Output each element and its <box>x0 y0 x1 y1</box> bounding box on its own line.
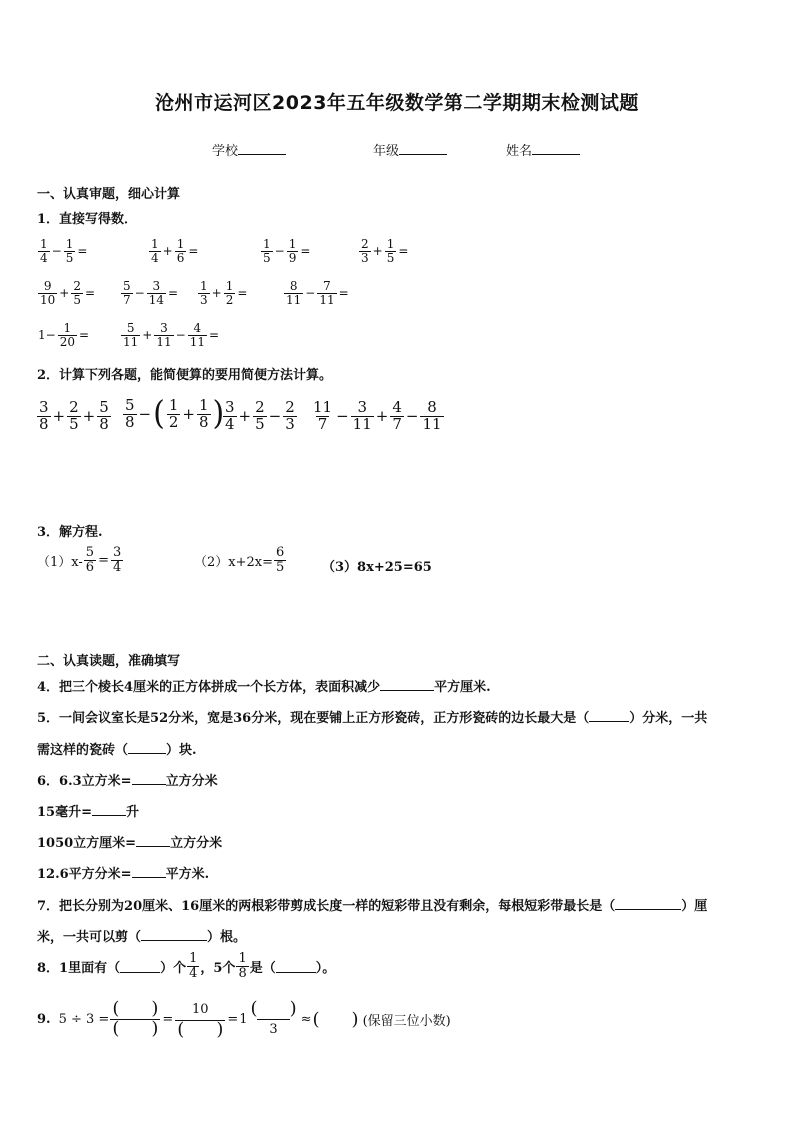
q9-blank-5[interactable] <box>320 1013 352 1027</box>
grade-blank[interactable] <box>399 142 447 155</box>
q3-eq-2: （2）x+2x= $\frac{6}{5}$ <box>194 545 285 575</box>
q8-fraction-1: $\frac{1}{4}$ <box>189 951 198 981</box>
q2-expr-1: $\frac{3}{8}$ + $\frac{2}{5}$ + $\frac{5}{8}$ <box>39 398 109 433</box>
q2-expr-4: $\frac{11}{7}$ − $\frac{3}{11}$ + $\frac{4}{7}$ − $\frac{8}{11}$ <box>313 398 442 433</box>
q2-expr-2: $\frac{5}{8}$ − ( $\frac{1}{2}$ + $\frac{1}{8}$ ) <box>125 394 225 433</box>
q9-blank-1[interactable] <box>119 1000 151 1014</box>
q6-b: 15毫升= 升 <box>37 805 139 820</box>
q8-fraction-2: $\frac{1}{8}$ <box>238 951 247 981</box>
q8: 8．1里面有（ ）个 $\frac{1}{4}$ ，5个 $\frac{1}{8}$ 是（ ）。 <box>37 951 336 981</box>
q6-blank-d[interactable] <box>132 865 166 878</box>
q3-eq-3: （3）8x+25=65 <box>322 560 432 575</box>
q6-d: 12.6平方分米= 平方米. <box>37 867 210 882</box>
page-title: 沧州市运河区2023年五年级数学第二学期期末检测试题 <box>155 92 639 114</box>
q9-frac-1: $\frac{( )}{( )}$ <box>112 998 159 1040</box>
q1-expr-3: $\frac{1}{5}$ − $\frac{1}{9}$ = <box>263 237 311 265</box>
q7-blank-1[interactable] <box>615 897 681 910</box>
q1-expr-8: $\frac{8}{11}$ − $\frac{7}{11}$ = <box>286 279 349 307</box>
q7-line1: 7．把长分别为20厘米、16厘米的两根彩带剪成长度一样的短彩带且没有剩余，每根短彩带最长是（ ）厘 <box>37 899 708 914</box>
q2-expr-3: $\frac{3}{4}$ + $\frac{2}{5}$ − $\frac{2}{3}$ <box>225 398 295 433</box>
q8-blank-2[interactable] <box>276 960 316 973</box>
q9-blank-4[interactable] <box>258 1000 290 1014</box>
q6-blank-b[interactable] <box>92 803 126 816</box>
q5-blank-2[interactable] <box>128 741 166 754</box>
q1-expr-10: $\frac{5}{11}$ + $\frac{3}{11}$ − $\frac{4}{11}$ = <box>123 321 220 349</box>
q9-blank-3[interactable] <box>184 1021 216 1035</box>
q4-blank[interactable] <box>380 678 434 691</box>
q4: 4．把三个棱长4厘米的正方体拼成一个长方体，表面积减少 平方厘米. <box>37 680 491 695</box>
q1-expr-2: $\frac{1}{4}$ + $\frac{1}{6}$ = <box>151 237 199 265</box>
q5-blank-1[interactable] <box>589 709 629 722</box>
q9: 9. 5 ÷ 3 = $\frac{( )}{( )}$ = $\frac{10}{( )}$ = 1 $\frac{( )}{3}$ ≈ ( ) (保留三位小数) <box>37 998 451 1040</box>
q1-expr-4: $\frac{2}{3}$ + $\frac{1}{5}$ = <box>361 237 409 265</box>
q1-expr-1: $\frac{1}{4}$ − $\frac{1}{5}$ = <box>40 237 88 265</box>
q6-c: 1050立方厘米= 立方分米 <box>37 836 223 851</box>
q2-text: 2．计算下列各题，能简便算的要用简便方法计算。 <box>37 368 333 383</box>
q1-expr-6: $\frac{5}{7}$ − $\frac{3}{14}$ = <box>123 279 179 307</box>
q6-blank-a[interactable] <box>132 772 166 785</box>
q7-blank-2[interactable] <box>141 928 207 941</box>
q9-blank-2[interactable] <box>119 1020 151 1034</box>
q1-expr-9: 1− $\frac{1}{20}$ = <box>38 321 90 349</box>
q1-text: 1．直接写得数． <box>37 212 138 227</box>
name-blank[interactable] <box>532 142 580 155</box>
q9-frac-2: $\frac{10}{( )}$ <box>177 1002 224 1040</box>
q8-blank-1[interactable] <box>120 960 160 973</box>
q3-text: 3．解方程. <box>37 525 103 540</box>
q6-blank-c[interactable] <box>136 834 170 847</box>
grade-field: 年级 <box>373 140 447 159</box>
school-field: 学校 <box>212 140 286 159</box>
q7-line2: 米，一共可以剪（ ）根。 <box>37 930 247 945</box>
section1-heading: 一、认真审题，细心计算 <box>37 187 181 202</box>
school-blank[interactable] <box>238 142 286 155</box>
q1-expr-5: $\frac{9}{10}$ + $\frac{2}{5}$ = <box>40 279 96 307</box>
q5-line1: 5．一间会议室长是52分米，宽是36分米，现在要铺上正方形瓷砖，正方形瓷砖的边长最大是（ ）分米，一共 <box>37 711 708 726</box>
q5-line2: 需这样的瓷砖（ ）块. <box>37 743 197 758</box>
q3-eq-1: （1）x- $\frac{5}{6}$ = $\frac{3}{4}$ <box>37 545 122 575</box>
section2-heading: 二、认真读题，准确填写 <box>37 654 181 669</box>
name-field: 姓名 <box>506 140 580 159</box>
q6-a: 6．6.3立方米= 立方分米 <box>37 774 218 789</box>
q1-expr-7: $\frac{1}{3}$ + $\frac{1}{2}$ = <box>200 279 248 307</box>
q9-frac-3: $\frac{( )}{3}$ <box>249 1000 299 1040</box>
